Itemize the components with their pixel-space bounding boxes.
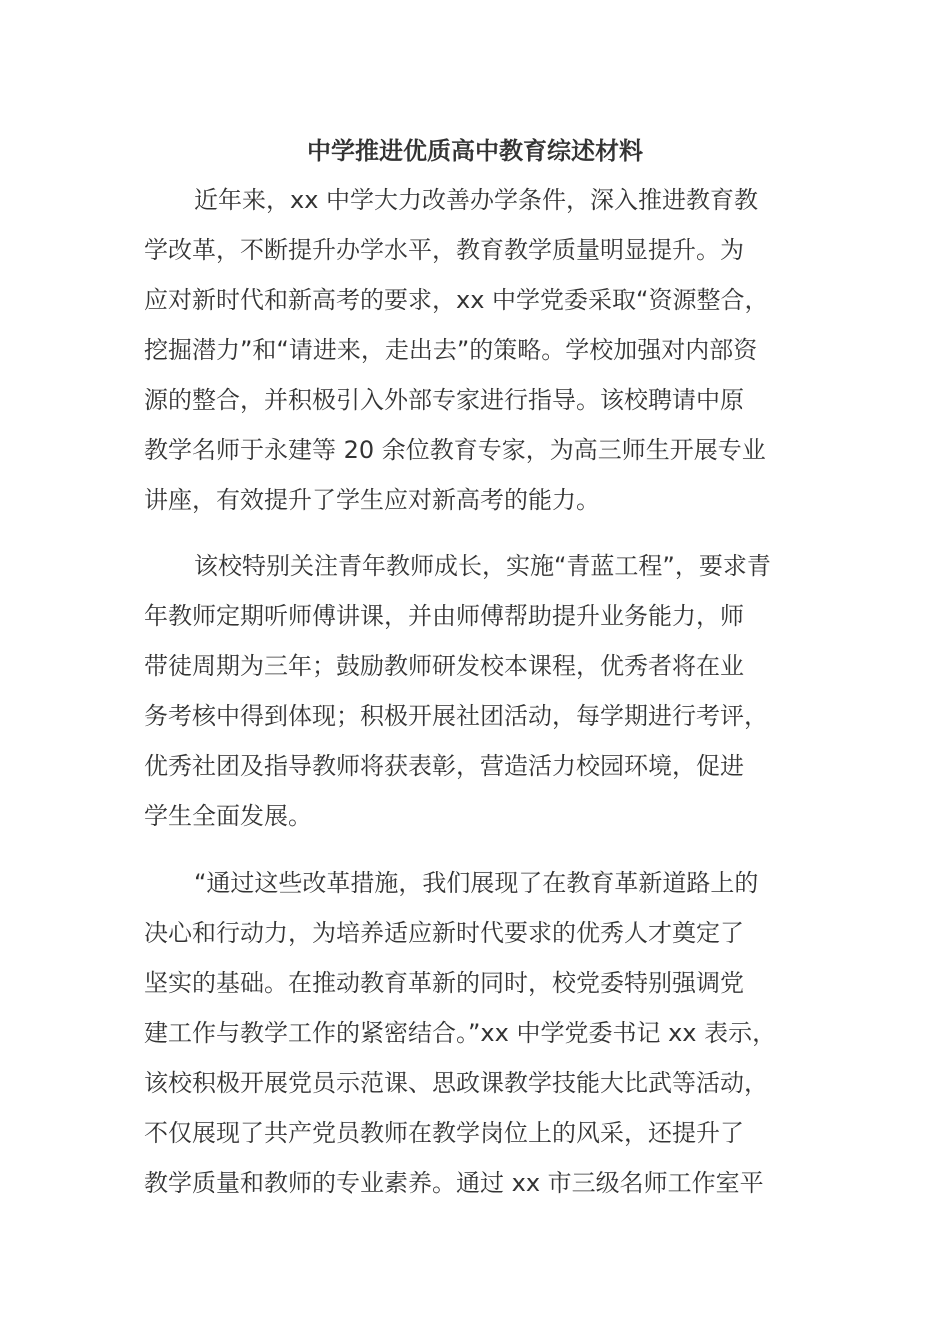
paragraph-line: 务考核中得到体现；积极开展社团活动，每学期进行考评，: [144, 702, 768, 730]
paragraph-line: “通过这些改革措施，我们展现了在教育革新道路上的: [194, 869, 759, 897]
paragraph-line: 坚实的基础。在推动教育革新的同时，校党委特别强调党: [144, 969, 744, 997]
paragraph-line: 近年来，xx 中学大力改善办学条件，深入推进教育教: [194, 186, 759, 214]
paragraph-line: 决心和行动力，为培养适应新时代要求的优秀人才奠定了: [144, 919, 744, 947]
paragraph-line: 该校特别关注青年教师成长，实施“青蓝工程”，要求青: [194, 552, 771, 580]
paragraph-line: 讲座，有效提升了学生应对新高考的能力。: [144, 486, 600, 514]
paragraph-line: 该校积极开展党员示范课、思政课教学技能大比武等活动，: [144, 1069, 768, 1097]
paragraph-line: 源的整合，并积极引入外部专家进行指导。该校聘请中原: [144, 386, 744, 414]
paragraph-line: 学生全面发展。: [144, 802, 312, 830]
paragraph-3: [144, 858, 824, 1208]
paragraph-1: [144, 175, 824, 525]
paragraph-line: 不仅展现了共产党员教师在教学岗位上的风采，还提升了: [144, 1119, 744, 1147]
paragraph-2: [144, 541, 824, 841]
paragraph-line: 应对新时代和新高考的要求，xx 中学党委采取“资源整合，: [144, 286, 769, 314]
paragraph-line: 建工作与教学工作的紧密结合。”xx 中学党委书记 xx 表示，: [144, 1019, 777, 1047]
paragraph-line: 教学质量和教师的专业素养。通过 xx 市三级名师工作室平: [144, 1169, 764, 1197]
paragraph-line: 优秀社团及指导教师将获表彰，营造活力校园环境，促进: [144, 752, 744, 780]
paragraph-line: 带徒周期为三年；鼓励教师研发校本课程，优秀者将在业: [144, 652, 744, 680]
paragraph-line: 教学名师于永建等 20 余位教育专家，为高三师生开展专业: [144, 436, 766, 464]
paragraph-line: 挖掘潜力”和“请进来，走出去”的策略。学校加强对内部资: [144, 336, 758, 364]
paragraph-line: 年教师定期听师傅讲课，并由师傅帮助提升业务能力，师: [144, 602, 744, 630]
document-title: 中学推进优质高中教育综述材料: [307, 137, 643, 165]
paragraph-line: 学改革，不断提升办学水平，教育教学质量明显提升。为: [144, 236, 744, 264]
